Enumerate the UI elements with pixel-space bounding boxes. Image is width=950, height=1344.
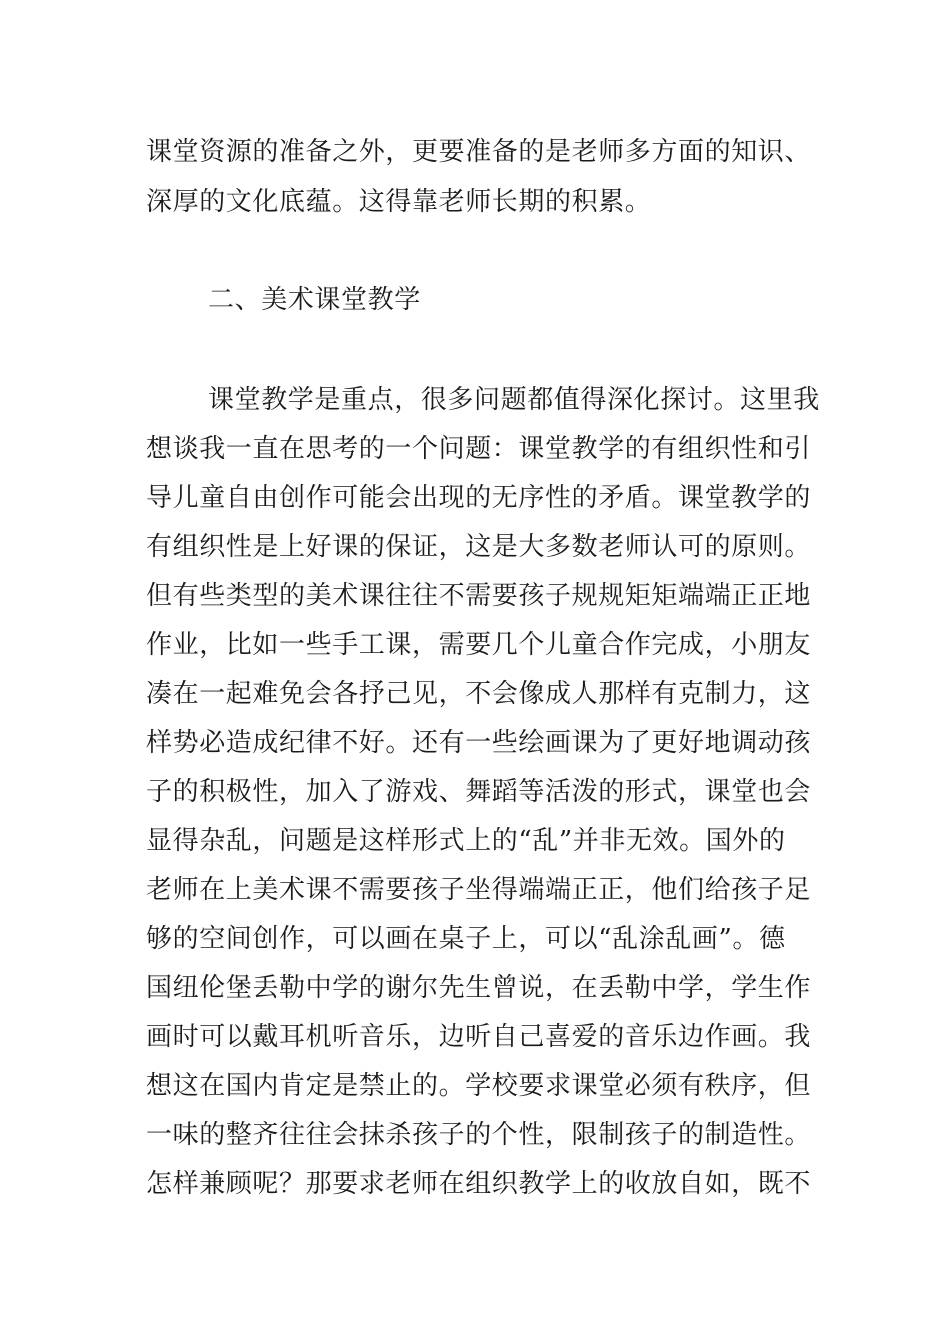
body-line: 想谈我一直在思考的一个问题：课堂教学的有组织性和引 xyxy=(146,434,812,464)
body-line: 想这在国内肯定是禁止的。学校要求课堂必须有秩序，但 xyxy=(146,1071,812,1101)
body-line: 课堂教学是重点，很多问题都值得深化探讨。这里我 xyxy=(208,385,820,415)
intro-line: 课堂资源的准备之外，更要准备的是老师多方面的知识、 xyxy=(146,137,812,167)
body-line: 画时可以戴耳机听音乐，边听自己喜爱的音乐边作画。我 xyxy=(146,1022,812,1052)
body-line: 导儿童自由创作可能会出现的无序性的矛盾。课堂教学的 xyxy=(146,483,812,513)
body-line: 样势必造成纪律不好。还有一些绘画课为了更好地调动孩 xyxy=(146,728,812,758)
body-line: 怎样兼顾呢？那要求老师在组织教学上的收放自如，既不 xyxy=(146,1169,812,1199)
body-line: 老师在上美术课不需要孩子坐得端端正正，他们给孩子足 xyxy=(146,875,812,905)
body-line: 子的积极性，加入了游戏、舞蹈等活泼的形式，课堂也会 xyxy=(146,777,812,807)
body-line: 作业，比如一些手工课，需要几个儿童合作完成，小朋友 xyxy=(146,630,812,660)
body-line: 但有些类型的美术课往往不需要孩子规规矩矩端端正正地 xyxy=(146,581,812,611)
body-line: 国纽伦堡丢勒中学的谢尔先生曾说，在丢勒中学，学生作 xyxy=(146,973,812,1003)
body-line: 够的空间创作，可以画在桌子上，可以“乱涂乱画”。德 xyxy=(146,924,786,954)
section-heading: 二、美术课堂教学 xyxy=(208,285,421,315)
intro-line: 深厚的文化底蕴。这得靠老师长期的积累。 xyxy=(146,187,652,217)
body-line: 有组织性是上好课的保证，这是大多数老师认可的原则。 xyxy=(146,532,812,562)
body-line: 显得杂乱，问题是这样形式上的“乱”并非无效。国外的 xyxy=(146,826,786,856)
body-line: 凑在一起难免会各抒己见，不会像成人那样有克制力，这 xyxy=(146,679,812,709)
body-line: 一味的整齐往往会抹杀孩子的个性，限制孩子的制造性。 xyxy=(146,1120,812,1150)
